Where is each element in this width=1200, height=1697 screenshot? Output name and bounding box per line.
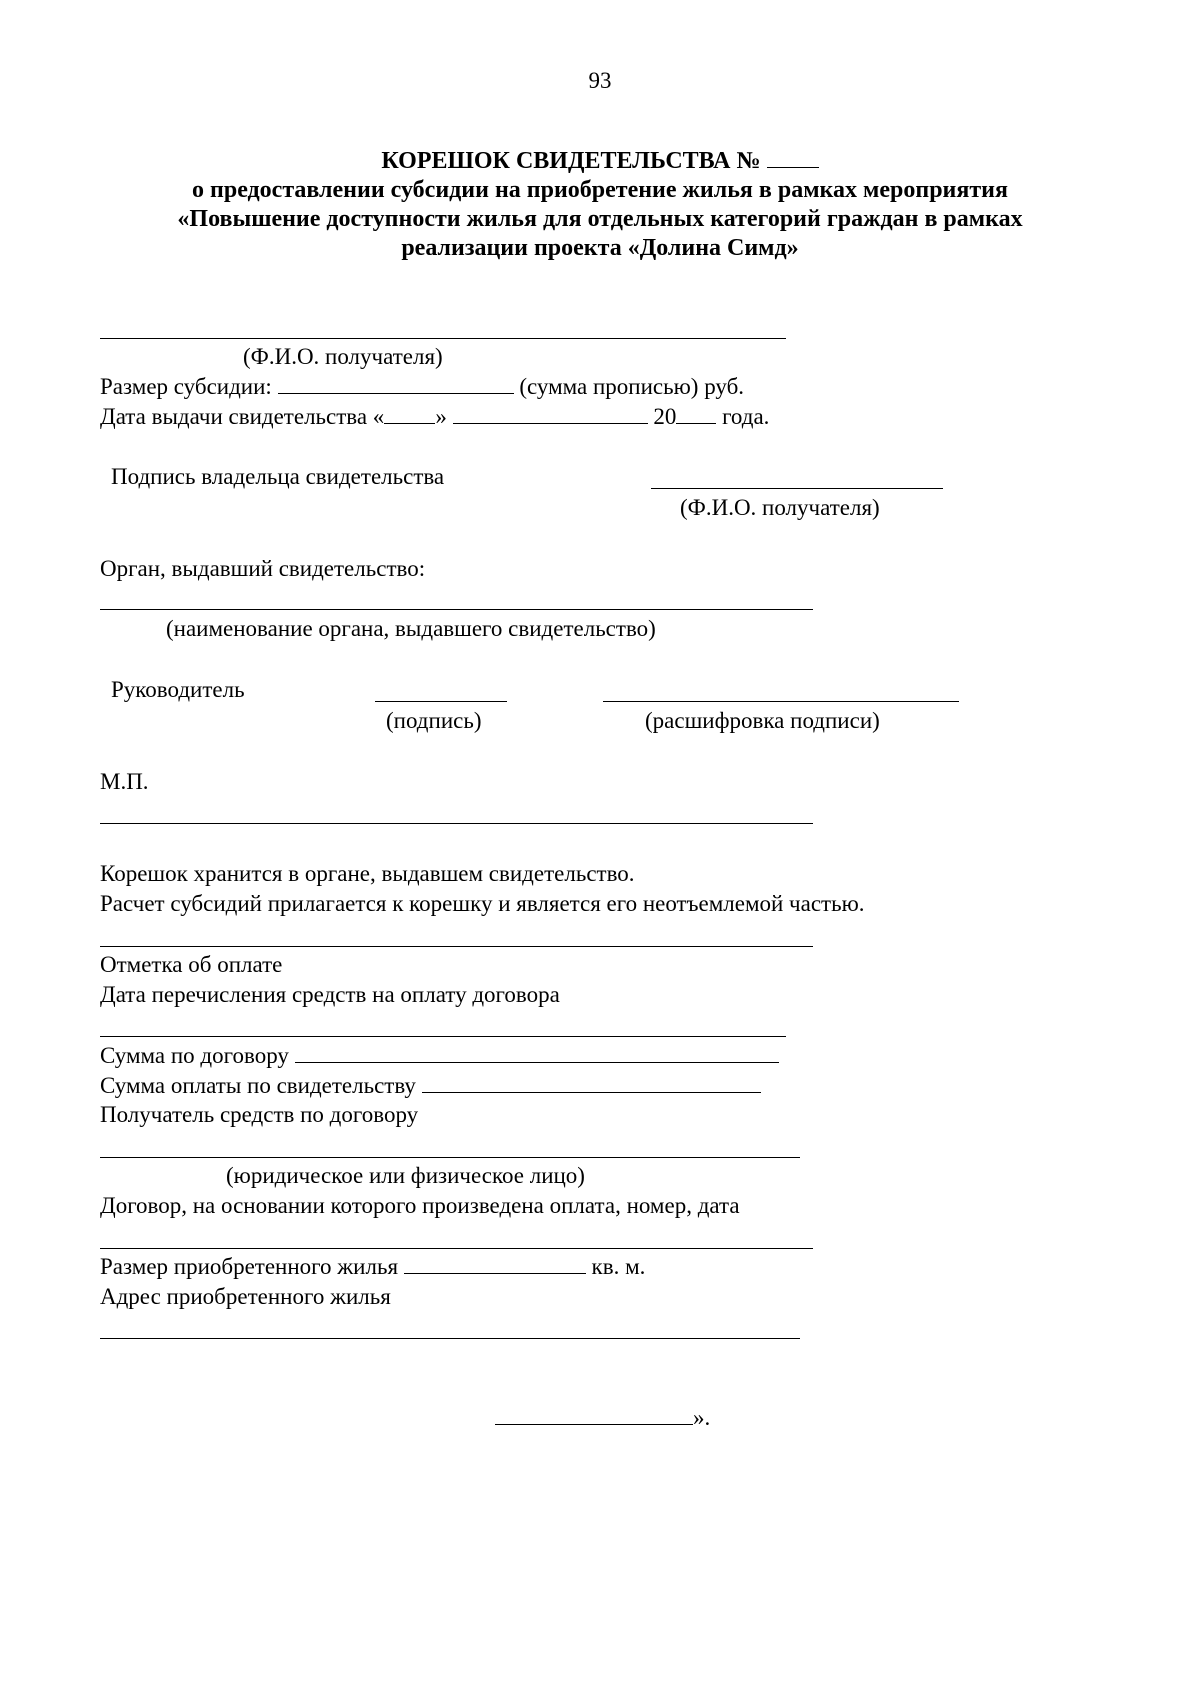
head-label: Руководитель [111,677,245,702]
closing-row [495,1404,710,1432]
transfer-date-line [100,1036,786,1037]
closing-blank [495,1404,693,1425]
separator-1 [100,823,813,824]
issue-month-blank [453,403,648,424]
housing-address-label: Адрес приобретенного жилья [100,1284,391,1309]
title-line-3: «Повышение доступности жилья для отдельных категорий граждан в рамках [177,206,1023,232]
stamp-label: М.П. [100,769,149,794]
certificate-sum-row [100,1072,761,1100]
payee-label: Получатель средств по договору [100,1102,419,1127]
housing-size-row [100,1253,645,1281]
head-signature-line [375,701,507,702]
issuer-caption: (наименование органа, выдавшего свидетельство) [166,616,656,641]
issue-date-row [100,403,769,431]
note-1: Корешок хранится в органе, выдавшем свидетельство. [100,861,635,886]
issue-date-suffix: года. [722,404,770,429]
document-title [0,147,1200,175]
issue-date-label: Дата выдачи свидетельства « [100,404,385,429]
separator-2 [100,946,813,947]
contract-sum-blank [295,1042,779,1063]
issue-year-prefix: 20 [653,404,677,429]
title-line-4: реализации проекта «Долина Симд» [401,235,799,261]
payee-caption: (юридическое или физическое лицо) [226,1163,585,1188]
certificate-sum-blank [422,1072,761,1093]
subsidy-label: Размер субсидии: [100,374,272,399]
housing-size-blank [404,1253,586,1274]
certificate-number-blank [767,147,819,168]
housing-size-label: Размер приобретенного жилья [100,1254,399,1279]
issue-year-blank [676,403,716,424]
payee-line [100,1157,800,1158]
owner-signature-label: Подпись владельца свидетельства [111,464,445,489]
transfer-date-label: Дата перечисления средств на оплату договора [100,982,560,1007]
note-2: Расчет субсидий прилагается к корешку и является его неотъемлемой частью. [100,891,865,916]
subsidy-suffix: (сумма прописью) руб. [519,374,745,399]
contract-basis-label: Договор, на основании которого произведена оплата, номер, дата [100,1193,740,1218]
issue-day-blank [384,403,435,424]
head-signature-decode-line [603,701,959,702]
owner-name-line [651,488,943,489]
issue-date-quote-close: » [435,404,447,429]
subsidy-amount-blank [278,373,514,394]
certificate-sum-label: Сумма оплаты по свидетельству [100,1073,416,1098]
title-text: КОРЕШОК СВИДЕТЕЛЬСТВА № [381,148,761,174]
housing-unit: кв. м. [591,1254,646,1279]
contract-sum-label: Сумма по договору [100,1043,289,1068]
signature-decode-caption: (расшифровка подписи) [645,708,880,733]
recipient-name-line [100,338,786,339]
contract-basis-line [100,1248,813,1249]
subsidy-row [100,373,744,401]
owner-name-caption: (Ф.И.О. получателя) [680,495,880,520]
recipient-caption: (Ф.И.О. получателя) [243,344,443,369]
signature-caption: (подпись) [386,708,482,733]
closing-mark: ». [693,1405,711,1430]
page-number: 93 [588,68,612,93]
housing-address-line [100,1338,800,1339]
issuer-label: Орган, выдавший свидетельство: [100,556,426,581]
contract-sum-row [100,1042,779,1070]
payment-mark: Отметка об оплате [100,952,283,977]
issuer-line [100,609,813,610]
title-line-2: о предоставлении субсидии на приобретение жилья в рамках мероприятия [192,177,1008,203]
